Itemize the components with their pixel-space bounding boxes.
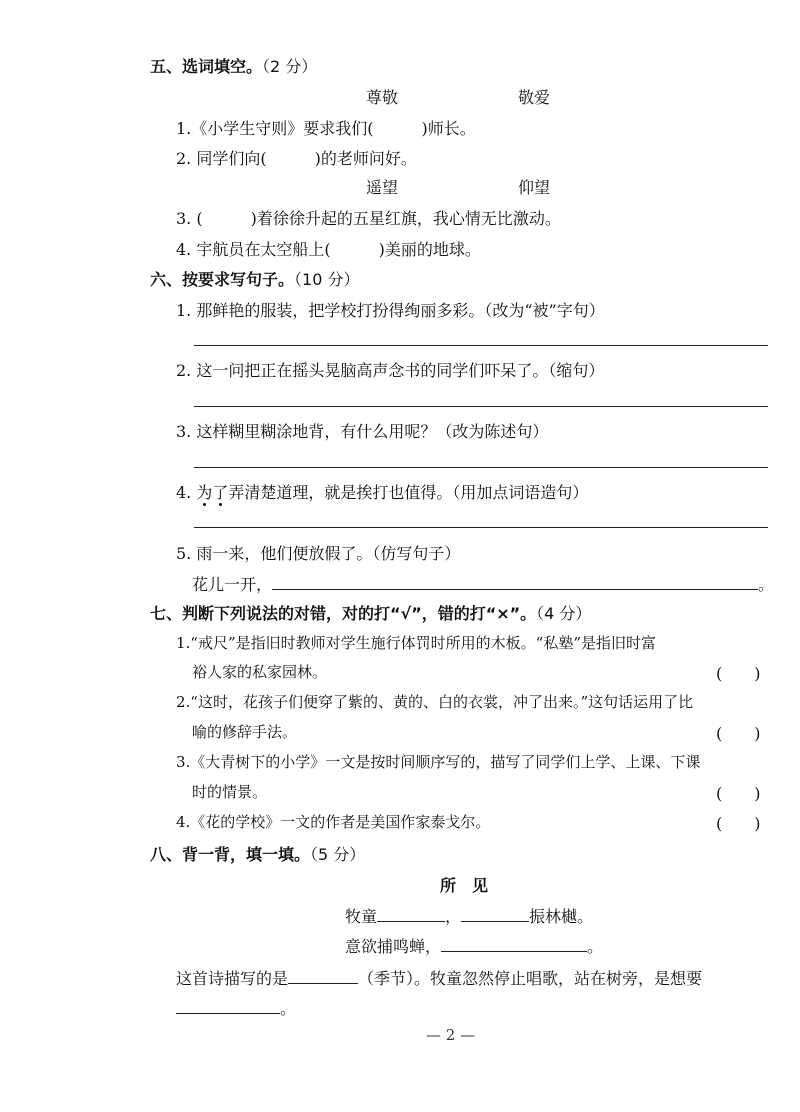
poem-line-1 — [345, 904, 593, 927]
sec6-question-3: 3. 这样糊里糊涂地背，有什么用呢？（改为陈述句） — [176, 422, 549, 441]
sec8-question-middle: （季节）。牧童忽然停止唱歌，站在树旁，是想要 — [358, 969, 703, 988]
poem-title: 所 见 — [440, 876, 489, 895]
word-choice-a2: 敬爱 — [518, 88, 551, 107]
section-8-score: （5 分） — [310, 845, 366, 864]
judge-paren-3[interactable]: ( ) — [716, 784, 761, 803]
emphasis-dot-2 — [219, 503, 222, 506]
season-blank[interactable] — [288, 967, 358, 984]
section-5-score: （2 分） — [262, 57, 318, 76]
section-7-title-text: 七、判断下列说法的对错，对的打“√”，错的打“×”。 — [150, 604, 537, 623]
poem-line-1-comma: ， — [445, 907, 462, 926]
sec6-q5-blank[interactable] — [272, 573, 758, 590]
sec7-item-4-line-1: 4.《花的学校》一文的作者是美国作家泰戈尔。 — [176, 813, 491, 831]
section-6-score: （10 分） — [294, 270, 360, 289]
answer-line-1[interactable] — [194, 345, 768, 346]
sec5-question-2: 2. 同学们向( )的老师问好。 — [176, 149, 417, 168]
poem-line-1-start: 牧童 — [345, 907, 378, 926]
section-7-score: （4 分） — [536, 604, 592, 623]
section-5-title — [150, 54, 317, 77]
sec7-item-1-line-2: 裕人家的私家园林。 — [192, 663, 328, 681]
poem-blank-2[interactable] — [461, 905, 529, 922]
section-8-title-text: 八、背一背，填一填。 — [150, 845, 311, 864]
sec5-question-3: 3. ( )着徐徐升起的五星红旗，我心情无比激动。 — [176, 209, 561, 228]
answer-line-3[interactable] — [194, 467, 768, 468]
emphasis-dot-1 — [203, 503, 206, 506]
sec7-item-3-line-2: 时的情景。 — [192, 783, 268, 801]
sec6-question-2: 2. 这一问把正在摇头晃脑高声念书的同学们吓呆了。（缩句） — [176, 361, 605, 380]
section-6-title — [150, 267, 359, 290]
sec7-item-2-line-1: 2.“这时，花孩子们便穿了紫的、黄的、白的衣裳，冲了出来。”这句话运用了比 — [176, 693, 694, 711]
section-6-title-text: 六、按要求写句子。 — [150, 270, 295, 289]
poem-blank-3[interactable] — [441, 935, 587, 952]
sec8-question-end: 。 — [280, 999, 297, 1018]
section-8-title — [150, 842, 365, 865]
intent-blank[interactable] — [176, 997, 280, 1014]
sec6-q5-prefix: 花儿一开， — [192, 575, 273, 594]
section-7-title — [150, 601, 591, 624]
sec7-item-3-line-1: 3.《大青树下的小学》一文是按时间顺序写的，描写了同学们上学、上课、下课 — [176, 753, 701, 771]
sec6-question-4: 4. 为了弄清楚道理，就是挨打也值得。（用加点词语造句） — [176, 483, 589, 502]
sec6-question-1: 1. 那鲜艳的服装，把学校打扮得绚丽多彩。（改为“被”字句） — [176, 301, 605, 320]
sec5-question-4: 4. 宇航员在太空船上( )美丽的地球。 — [176, 240, 481, 259]
judge-paren-2[interactable]: ( ) — [716, 724, 761, 743]
poem-line-2-end: 。 — [587, 937, 604, 956]
judge-paren-1[interactable]: ( ) — [716, 664, 761, 683]
section-5-title-text: 五、选词填空。 — [150, 57, 263, 76]
answer-line-2[interactable] — [194, 406, 768, 407]
poem-blank-1[interactable] — [377, 905, 445, 922]
word-choice-a1: 尊敬 — [366, 88, 399, 107]
sec5-question-1: 1.《小学生守则》要求我们( )师长。 — [176, 119, 476, 138]
sec6-q5-answer-row — [192, 572, 774, 595]
sec7-item-1-line-1: 1.“戒尺”是指旧时教师对学生施行体罚时所用的木板。“私塾”是指旧时富 — [176, 634, 656, 652]
poem-line-2-start: 意欲捕鸣蝉， — [345, 937, 442, 956]
sec7-item-2-line-2: 喻的修辞手法。 — [192, 723, 298, 741]
word-choice-b1: 遥望 — [366, 178, 399, 197]
poem-line-1-end: 振林樾。 — [529, 907, 594, 926]
sec8-question-start: 这首诗描写的是 — [176, 969, 289, 988]
page-number: — 2 — — [426, 1026, 476, 1044]
judge-paren-4[interactable]: ( ) — [716, 814, 761, 833]
word-choice-b2: 仰望 — [518, 178, 551, 197]
sec6-q5-suffix: 。 — [758, 575, 775, 594]
sec6-question-5: 5. 雨一来，他们便放假了。（仿写句子） — [176, 544, 461, 563]
sec8-question-line-2 — [176, 996, 296, 1019]
answer-line-4[interactable] — [194, 527, 768, 528]
sec8-question-line-1 — [176, 966, 702, 989]
poem-line-2 — [345, 934, 603, 957]
